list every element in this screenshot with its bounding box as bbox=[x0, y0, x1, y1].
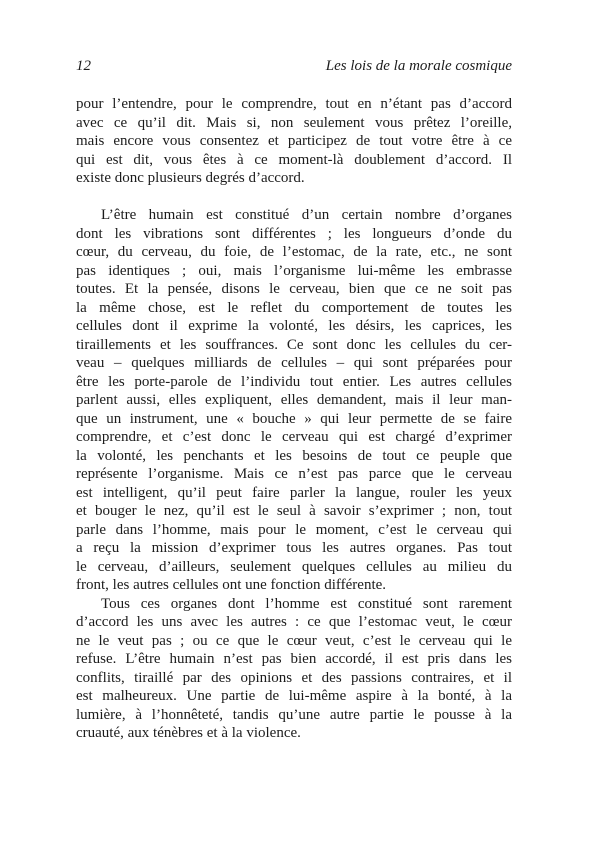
text-line: parlent aussi, elles expliquent, elles demandent, mais il leur man- bbox=[76, 392, 512, 408]
text-line: qui est dit, vous êtes à ce moment-là doublement d’accord. Il bbox=[76, 151, 512, 168]
page-content bbox=[76, 57, 512, 743]
text-line: pour l’entendre, pour le comprendre, tout en n’étant pas d’accord bbox=[76, 96, 512, 112]
text-line: la volonté, les penchants et les besoins de tout ce peuple que bbox=[76, 447, 512, 464]
running-title: Les lois de la morale cosmique bbox=[325, 58, 512, 74]
text-line: comprendre, et c’est donc le cerveau qui est chargé d’exprimer bbox=[76, 429, 512, 445]
text-line: le cerveau, d’ailleurs, seulement quelques cellules au milieu du bbox=[76, 558, 512, 575]
page-body bbox=[76, 95, 512, 743]
text-line: conflits, tiraillé par des opinions et des passions contraires, et il bbox=[76, 669, 512, 686]
text-line: L’être humain est constitué d’un certain nombre d’organes bbox=[101, 207, 512, 223]
text-line: parle dans l’homme, mais pour le moment, c’est le cerveau qui bbox=[76, 521, 512, 538]
text-line: toutes. Et la pensée, disons le cerveau, bien que ce ne soit pas bbox=[76, 281, 512, 297]
text-line: cœur, du cerveau, du foie, de l’estomac, de la rate, etc., ne sont bbox=[76, 244, 512, 260]
text-line: pas identiques ; oui, mais l’organisme lui-même les embrasse bbox=[76, 262, 512, 279]
text-line: lumière, à l’honnêteté, tandis qu’une autre partie le pousse à la bbox=[76, 706, 512, 723]
text-line: est malheureux. Une partie de lui-même aspire à la bonté, à la bbox=[76, 688, 512, 704]
text-line: mais encore vous consentez et participez de tout votre être à ce bbox=[76, 133, 512, 149]
text-line: la même chose, est le reflet du comportement de toutes les bbox=[76, 299, 512, 316]
text-line: dont les vibrations sont différentes ; les longueurs d’onde du bbox=[76, 225, 512, 242]
text-line: représente l’organisme. Mais ce n’est pas parce que le cerveau bbox=[76, 466, 512, 482]
text-line: front, les autres cellules ont une fonction différente. bbox=[76, 577, 387, 593]
text-line: ne le veut pas ; ou ce que le cœur veut, c’est le cerveau qui le bbox=[76, 632, 512, 649]
text-line: et bouger le nez, qu’il est le seul à savoir s’exprimer ; non, tout bbox=[76, 503, 512, 519]
page-number: 12 bbox=[76, 58, 91, 74]
running-header bbox=[76, 57, 512, 76]
text-line: avec ce qu’il dit. Mais si, non seulement vous prêtez l’oreille, bbox=[76, 114, 512, 131]
text-line: tiraillements et les souffrances. Ce sont donc les cellules du cer- bbox=[76, 336, 512, 353]
text-line: est intelligent, qu’il peut faire parler la langue, rouler les yeux bbox=[76, 484, 512, 501]
text-line: que un instrument, une « bouche » qui leur permette de se faire bbox=[76, 410, 512, 427]
paragraph bbox=[76, 595, 512, 743]
paragraph bbox=[76, 95, 512, 188]
text-line: a reçu la mission d’exprimer tous les autres organes. Pas tout bbox=[76, 540, 512, 556]
text-line: cellules dont il exprime la volonté, les désirs, les caprices, les bbox=[76, 318, 512, 334]
text-line: d’accord les uns avec les autres : ce que l’estomac veut, le cœur bbox=[76, 614, 512, 630]
text-line: existe donc plusieurs degrés d’accord. bbox=[76, 170, 305, 186]
text-line: cruauté, aux ténèbres et à la violence. bbox=[76, 725, 301, 741]
text-line: être les porte-parole de l’individu tout entier. Les autres cellules bbox=[76, 373, 512, 390]
text-line: refuse. L’être humain n’est pas bien accordé, il est pris dans les bbox=[76, 651, 512, 667]
paragraph bbox=[76, 206, 512, 595]
text-line: veau – quelques milliards de cellules – qui sont préparées pour bbox=[76, 355, 512, 371]
text-line: Tous ces organes dont l’homme est constitué sont rarement bbox=[101, 595, 512, 612]
